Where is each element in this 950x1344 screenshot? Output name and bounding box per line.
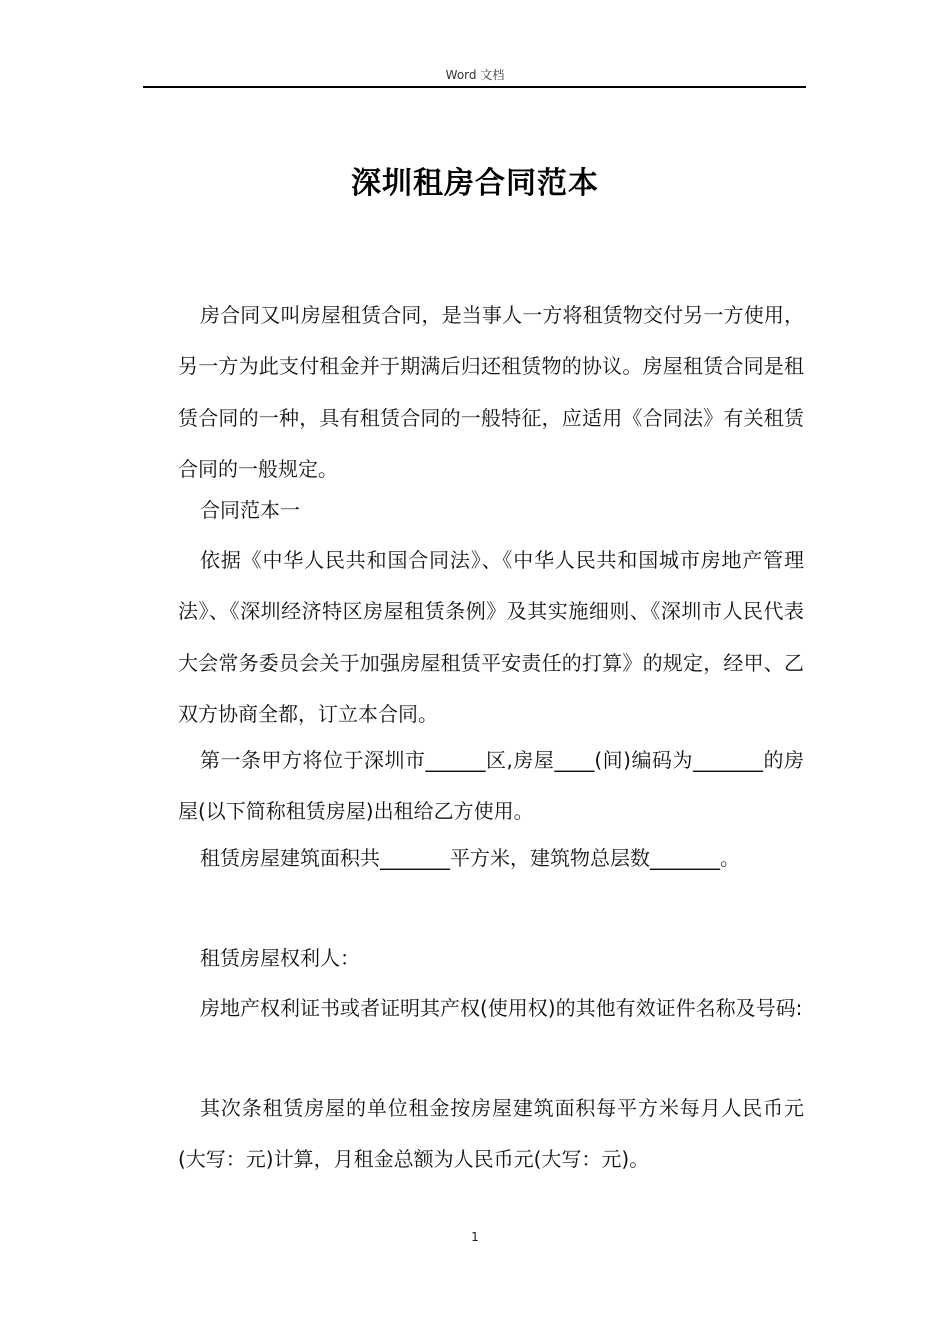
paragraph-right-holder: 租赁房屋权利人： [200,946,360,970]
paragraph-certificate: 房地产权利证书或者证明其产权(使用权)的其他有效证件名称及号码: [200,996,803,1020]
paragraph-intro: 房合同又叫房屋租赁合同，是当事人一方将租赁物交付另一方使用，另一方为此支付租金并于期满后归还租赁物的协议。房屋租赁合同是租赁合同的一种，具有租赁合同的一般特征，应适用《合同法》有关租赁合同的一般规定。 [178,303,804,482]
header-divider [143,86,806,88]
paragraph-legal-basis: 依据《中华人民共和国合同法》、《中华人民共和国城市房地产管理法》、《深圳经济特区房屋租赁条例》及其实施细则、《深圳市人民代表大会常务委员会关于加强房屋租赁平安责任的打算》的规定，经甲、乙双方协商全都，订立本合同。 [178,548,804,727]
page-number: 1 [471,1230,479,1244]
document-title: 深圳租房合同范本 [351,166,599,201]
paragraph-article-one: 第一条甲方将位于深圳市______区,房屋____(间)编码为_______的房屋(以下简称租赁房屋)出租给乙方使用。 [178,748,804,824]
paragraph-contract-sample-heading: 合同范本一 [200,498,300,522]
page-header-label: Word 文档 [445,68,505,82]
paragraph-floor-area: 租赁房屋建筑面积共_______平方米，建筑物总层数_______。 [200,846,740,870]
paragraph-article-two: 其次条租赁房屋的单位租金按房屋建筑面积每平方米每月人民币元(大写：元)计算，月租金总额为人民币元(大写：元)。 [178,1096,804,1172]
